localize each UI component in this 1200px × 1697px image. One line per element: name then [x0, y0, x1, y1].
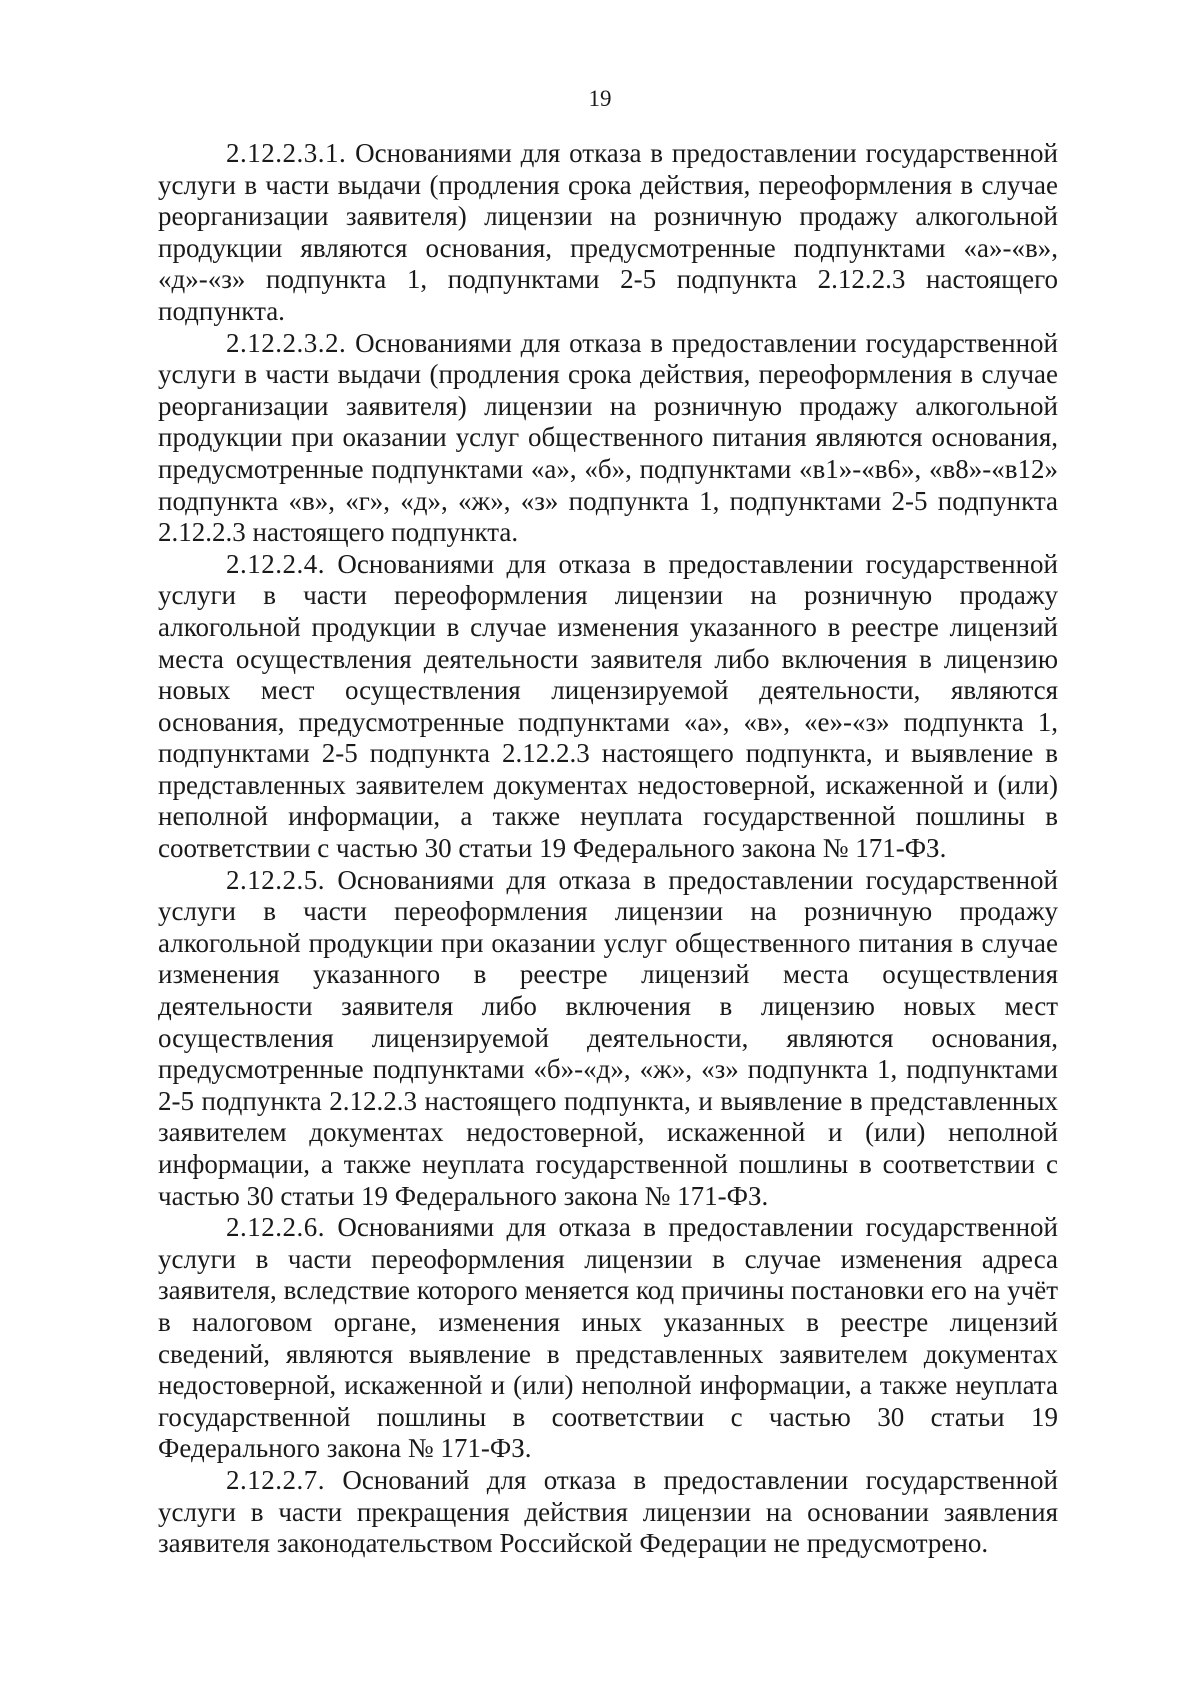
clause-text: Основаниями для отказа в предоставлении государственной услуги в части переоформления лицензии на розничную продажу алкогольной продукции при оказании услуг общественного питания в случае изменения указанного в реестре лицензий места осуществления деятельности заявителя либо включения в лицензию новых мест осуществления лицензируемой деятельности, являются основания, предусмотренные подпунктами «б»-«д», «ж», «з» подпункта 1, подпунктами 2-5 подпункта 2.12.2.3 настоящего подпункта, и выявление в представленных заявителем документах недостоверной, искаженной и (или) неполной информации, а также неуплата государственной пошлины в соответствии с частью 30 статьи 19 Федерального закона № 171-ФЗ. [158, 864, 1058, 1211]
clause-2-12-2-3-1 [158, 138, 1058, 328]
clause-text: Основаниями для отказа в предоставлении государственной услуги в части выдачи (продления срока действия, переоформления в случае реорганизации заявителя) лицензии на розничную продажу алкогольной продукции при оказании услуг общественного питания являются основания, предусмотренные подпунктами «а», «б», подпунктами «в1»-«в6», «в8»-«в12» подпункта «в», «г», «д», «ж», «з» подпункта 1, подпунктами 2-5 подпункта 2.12.2.3 настоящего подпункта. [158, 327, 1058, 548]
clause-2-12-2-6 [158, 1212, 1058, 1465]
document-body [158, 138, 1058, 1560]
clause-number: 2.12.2.3.1. [226, 138, 347, 168]
clause-text: Основаниями для отказа в предоставлении государственной услуги в части переоформления лицензии в случае изменения адреса заявителя, вследствие которого меняется код причины постановки его на учёт в налоговом органе, изменения иных указанных в реестре лицензий сведений, являются выявление в представленных заявителем документах недостоверной, искаженной и (или) неполной информации, а также неуплата государственной пошлины в соответствии с частью 30 статьи 19 Федерального закона № 171-ФЗ. [158, 1212, 1058, 1464]
clause-text: Основаниями для отказа в предоставлении государственной услуги в части переоформления лицензии на розничную продажу алкогольной продукции в случае изменения указанного в реестре лицензий места осуществления деятельности заявителя либо включения в лицензию новых мест осуществления лицензируемой деятельности, являются основания, предусмотренные подпунктами «а», «в», «е»-«з» подпункта 1, подпунктами 2-5 подпункта 2.12.2.3 настоящего подпункта, и выявление в представленных заявителем документах недостоверной, искаженной и (или) неполной информации, а также неуплата государственной пошлины в соответствии с частью 30 статьи 19 Федерального закона № 171-ФЗ. [158, 548, 1058, 864]
clause-2-12-2-4 [158, 549, 1058, 865]
clause-number: 2.12.2.3.2. [226, 327, 347, 358]
clause-number: 2.12.2.7. [226, 1464, 325, 1495]
clause-number: 2.12.2.4. [226, 548, 325, 579]
clause-text: Оснований для отказа в предоставлении государственной услуги в части прекращения действия лицензии на основании заявления заявителя законодательством Российской Федерации не предусмотрено. [158, 1464, 1058, 1559]
clause-number: 2.12.2.6. [226, 1212, 325, 1243]
clause-2-12-2-7 [158, 1465, 1058, 1560]
page-number: 19 [588, 86, 612, 111]
clause-number: 2.12.2.5. [226, 864, 325, 895]
clause-text: Основаниями для отказа в предоставлении государственной услуги в части выдачи (продления срока действия, переоформления в случае реорганизации заявителя) лицензии на розничную продажу алкогольной продукции являются основания, предусмотренные подпунктами «а»-«в», «д»-«з» подпункта 1, подпунктами 2-5 подпункта 2.12.2.3 настоящего подпункта. [158, 138, 1058, 326]
clause-2-12-2-5 [158, 865, 1058, 1213]
clause-2-12-2-3-2 [158, 328, 1058, 549]
